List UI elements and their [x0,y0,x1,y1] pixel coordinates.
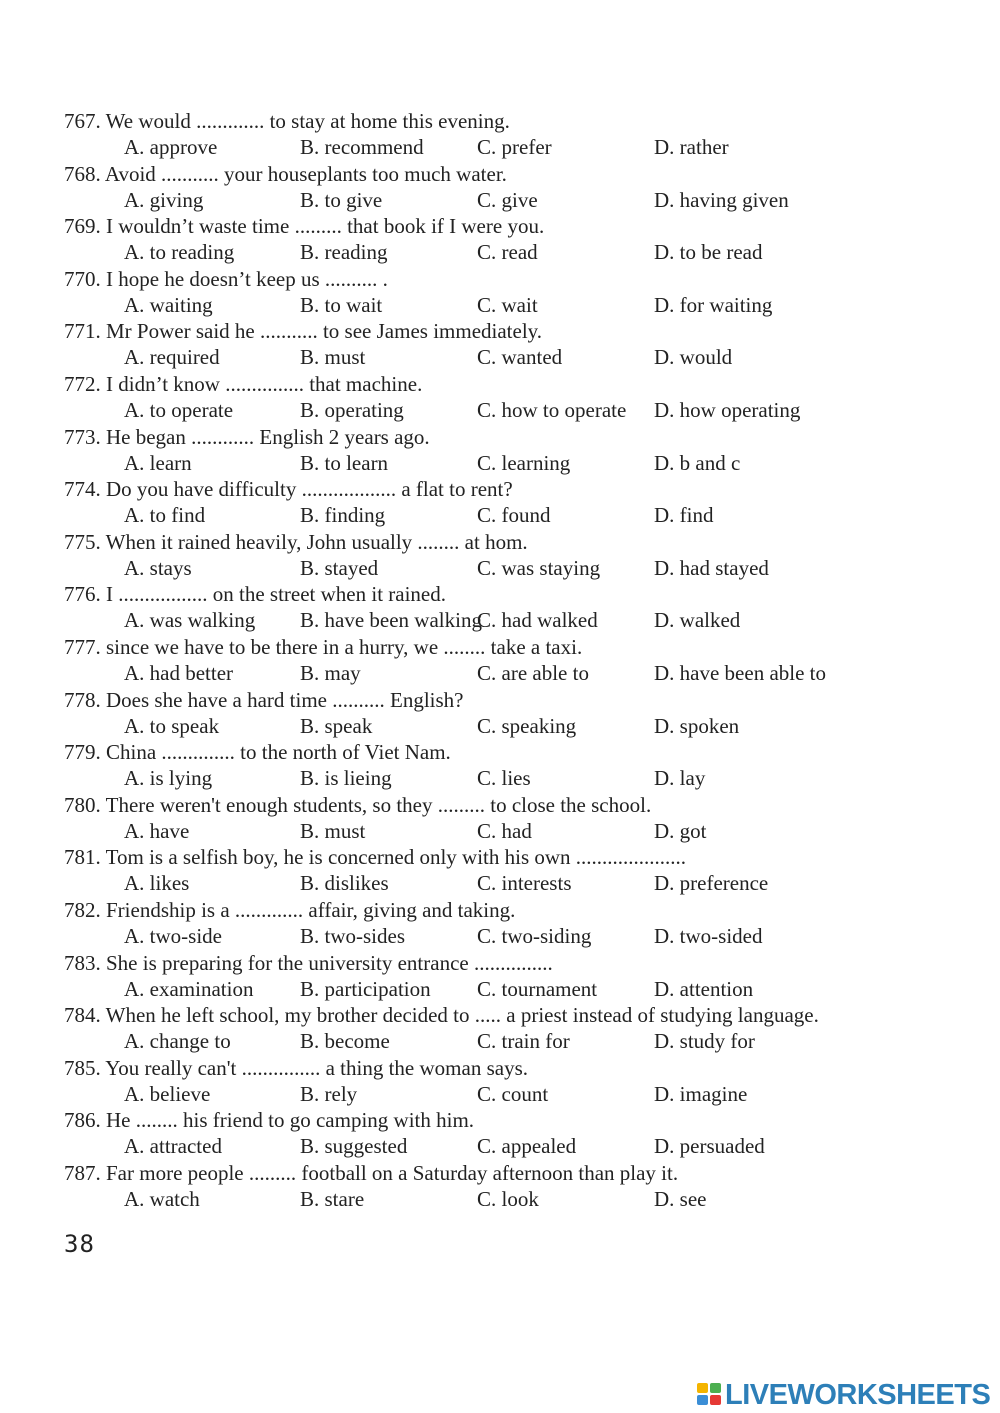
question-item [64,476,964,529]
question-text: Tom is a selfish boy, he is concerned only with his own ..................... [105,845,687,870]
question-text: Far more people ......... football on a Saturday afternoon than play it. [106,1161,679,1185]
option-d: D. b and c [654,450,741,475]
option-c: C. had [477,818,532,843]
option-c: C. two-siding [477,924,592,948]
option-c: C. had walked [477,608,598,633]
option-b: B. is lieing [300,766,392,791]
question-text: since we have to be there in a hurry, we ........ take a taxi. [106,635,583,659]
option-a: A. was walking [124,608,256,633]
question-stem [64,1002,819,1028]
question-item [64,792,964,845]
question-item [64,634,964,687]
question-stem [64,739,451,765]
question-item [64,161,964,214]
question-text: There weren't enough students, so they ......... to close the school. [105,792,652,817]
question-number: 767. [64,109,101,133]
question-item [64,1055,964,1108]
question-stem [64,844,686,870]
liveworksheets-logo-icon [697,1383,723,1407]
question-number: 784. [64,1003,101,1028]
question-number: 781. [64,845,101,870]
option-b: B. operating [300,398,404,422]
option-c: C. lies [477,766,531,791]
option-d: D. see [654,1187,707,1211]
option-b: B. have been walking [300,608,482,633]
question-stem [64,529,528,555]
question-text: I wouldn’t waste time ......... that book if I were you. [106,214,545,239]
option-b: B. two-sides [300,924,405,948]
option-b: B. to learn [300,450,389,475]
question-item [64,897,964,950]
option-c: C. learning [477,450,571,475]
option-c: C. give [477,187,538,212]
option-a: A. believe [124,1081,211,1106]
question-number: 775. [64,529,101,554]
question-number: 787. [64,1161,101,1185]
question-text: You really can't ............... a thing the woman says. [105,1055,528,1080]
question-text: Does she have a hard time .......... English? [106,687,464,712]
option-d: D. had stayed [654,555,769,580]
question-stem [64,792,651,818]
option-c: C. prefer [477,135,552,159]
question-item [64,213,964,266]
option-b: B. speak [300,713,373,738]
option-a: A. watch [124,1187,200,1211]
question-text: We would ............. to stay at home this evening. [105,109,510,133]
option-c: C. train for [477,1029,570,1054]
question-text: I hope he doesn’t keep us .......... . [106,266,388,291]
option-a: A. likes [124,871,190,896]
question-stem [64,424,430,450]
option-a: A. waiting [124,292,213,317]
option-a: A. change to [124,1029,231,1054]
question-text: Friendship is a ............. affair, giving and taking. [106,898,516,922]
question-number: 780. [64,792,101,817]
option-c: C. speaking [477,713,577,738]
question-number: 783. [64,950,101,975]
option-b: B. stayed [300,555,379,580]
option-b: B. to give [300,187,383,212]
question-item [64,318,964,371]
question-stem [64,1055,528,1081]
option-a: A. giving [124,187,204,212]
question-text: She is preparing for the university entrance ............... [106,950,553,975]
question-item [64,844,964,897]
question-item [64,687,964,740]
question-item [64,424,964,477]
question-number: 768. [64,161,101,186]
question-text: He ........ his friend to go camping with him. [106,1108,475,1133]
question-number: 782. [64,898,101,922]
question-stem [64,213,544,239]
question-number: 786. [64,1108,101,1133]
option-c: C. how to operate [477,398,627,422]
question-text: I ................. on the street when it rained. [106,582,446,607]
option-c: C. count [477,1081,549,1106]
question-stem [64,108,510,134]
option-a: A. stays [124,555,192,580]
question-stem [64,1107,474,1133]
question-stem [64,1160,678,1186]
option-d: D. spoken [654,713,740,738]
option-c: C. read [477,240,538,265]
question-number: 779. [64,740,101,765]
option-b: B. stare [300,1187,365,1211]
option-a: A. to operate [124,398,234,422]
question-number: 778. [64,687,101,712]
question-number: 785. [64,1055,101,1080]
question-number: 772. [64,372,101,396]
option-b: B. may [300,661,361,685]
option-b: B. dislikes [300,871,389,896]
option-c: C. wait [477,292,538,317]
option-a: A. two-side [124,924,222,948]
question-item [64,1002,964,1055]
option-d: D. find [654,503,714,528]
option-b: B. participation [300,976,431,1001]
option-d: D. have been able to [654,661,827,685]
option-d: D. to be read [654,240,763,265]
question-text: He began ............ English 2 years ago. [106,424,430,449]
option-d: D. preference [654,871,769,896]
question-stem [64,161,507,187]
option-d: D. attention [654,976,754,1001]
option-d: D. got [654,818,707,843]
question-number: 776. [64,582,101,607]
question-stem [64,371,422,397]
option-d: D. how operating [654,398,801,422]
question-text: I didn’t know ............... that machine. [106,372,423,396]
question-number: 777. [64,635,101,659]
option-d: D. lay [654,766,706,791]
question-item [64,266,964,319]
question-item [64,371,964,424]
option-c: C. interests [477,871,572,896]
question-text: When it rained heavily, John usually ........ at hom. [105,529,528,554]
option-b: B. rely [300,1081,358,1106]
question-stem [64,581,446,607]
option-d: D. study for [654,1029,755,1054]
option-c: C. appealed [477,1134,577,1159]
question-number: 770. [64,266,101,291]
question-number: 771. [64,319,101,344]
option-a: A. approve [124,135,218,159]
option-b: B. become [300,1029,390,1054]
option-d: D. persuaded [654,1134,765,1159]
option-a: A. had better [124,661,234,685]
question-text: Mr Power said he ........... to see James immediately. [106,319,543,344]
liveworksheets-watermark [697,1378,990,1412]
option-b: B. must [300,345,366,370]
question-item [64,581,964,634]
option-c: C. was staying [477,555,601,580]
option-b: B. finding [300,503,386,528]
option-b: B. reading [300,240,388,265]
question-stem [64,950,553,976]
option-a: A. have [124,818,190,843]
option-d: D. having given [654,187,789,212]
option-c: C. wanted [477,345,563,370]
question-number: 773. [64,424,101,449]
question-item [64,950,964,1003]
option-b: B. suggested [300,1134,408,1159]
option-c: C. tournament [477,976,598,1001]
option-d: D. imagine [654,1081,748,1106]
option-a: A. to speak [124,713,220,738]
option-a: A. learn [124,450,192,475]
option-b: B. to wait [300,292,383,317]
question-number: 769. [64,214,101,239]
question-stem [64,318,542,344]
question-stem [64,687,464,713]
option-d: D. would [654,345,733,370]
option-c: C. found [477,503,551,528]
question-item [64,739,964,792]
option-a: A. examination [124,976,254,1001]
option-a: A. to reading [124,240,235,265]
question-number: 774. [64,477,101,502]
option-a: A. is lying [124,766,213,791]
option-d: D. for waiting [654,292,773,317]
question-stem [64,266,388,292]
option-a: A. to find [124,503,206,528]
option-a: A. required [124,345,220,370]
page-number: 38 [64,1230,95,1258]
question-item [64,1160,964,1213]
option-a: A. attracted [124,1134,222,1159]
watermark-text: LIVEWORKSHEETS [725,1378,991,1411]
option-c: C. look [477,1187,539,1211]
option-c: C. are able to [477,661,589,685]
question-stem [64,634,582,660]
question-text: When he left school, my brother decided to ..... a priest instead of studying language. [105,1003,819,1028]
option-d: D. rather [654,135,729,159]
question-item [64,108,964,161]
question-text: Avoid ........... your houseplants too much water. [104,161,507,186]
question-stem [64,897,515,923]
question-text: China .............. to the north of Viet Nam. [106,740,451,765]
question-stem [64,476,513,502]
option-d: D. walked [654,608,741,633]
option-b: B. must [300,818,366,843]
option-b: B. recommend [300,135,424,159]
question-item [64,529,964,582]
question-item [64,1107,964,1160]
option-d: D. two-sided [654,924,763,948]
question-text: Do you have difficulty .................. a flat to rent? [106,477,513,502]
